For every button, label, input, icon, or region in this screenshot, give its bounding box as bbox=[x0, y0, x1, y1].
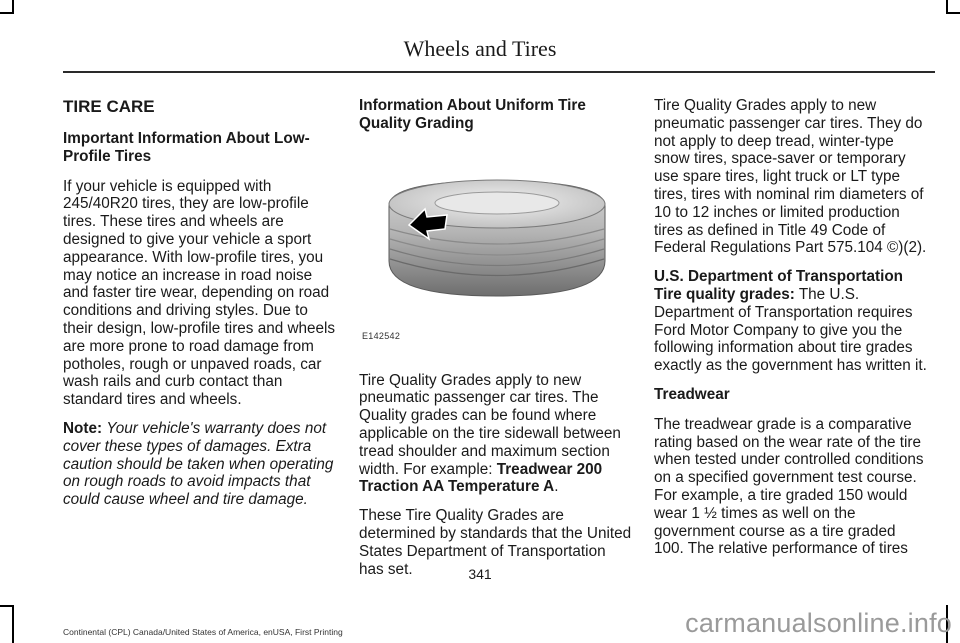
paragraph: If your vehicle is equipped with 245/40R20 tires, they are low-profile tires. These tires and wheels are designed to give your vehicle a sport appearance. With low-profile tires, you may notice an increase in road noise and faster tire wear, depending on road conditions and driving styles. Due to their design, low-profile tires and wheels are more prone to road damage from potholes, rough or unpaved roads, car wash rails and curb contact than standard tires and wheels. bbox=[63, 177, 336, 409]
figure-code: E142542 bbox=[362, 330, 401, 341]
column-3 bbox=[654, 97, 929, 569]
tire-icon bbox=[359, 161, 634, 346]
paragraph-text: The U.S. Department of Transportation requires Ford Motor Company to give you the following information about tire grades exactly as the government has written it. bbox=[654, 285, 927, 375]
paragraph-lead: U.S. Department of Transportation Tire quality grades: bbox=[654, 268, 904, 303]
column-1 bbox=[63, 97, 338, 520]
crop-mark bbox=[0, 605, 14, 607]
crop-mark bbox=[0, 12, 14, 14]
example-grade: Treadwear 200 Traction AA Temperature A bbox=[359, 460, 603, 496]
subsection-heading: Important Information About Low-Profile Tires bbox=[63, 130, 310, 165]
paragraph-end: . bbox=[554, 478, 559, 496]
watermark: carmanualsonline.info bbox=[685, 608, 952, 638]
note bbox=[63, 420, 338, 509]
crop-mark bbox=[946, 12, 960, 14]
paragraph bbox=[359, 372, 634, 497]
header-rule bbox=[63, 71, 935, 73]
section-heading: TIRE CARE bbox=[63, 97, 155, 116]
page-header-title: Wheels and Tires bbox=[403, 36, 557, 61]
note-label: Note: bbox=[63, 419, 103, 437]
crop-mark bbox=[12, 605, 14, 643]
paragraph bbox=[654, 268, 929, 375]
paragraph-text: Tire Quality Grades apply to new pneumatic passenger car tires. The Quality grades can be found where applicable on the tire sidewall between tread shoulder and maximum section width. For example: bbox=[359, 371, 621, 478]
paragraph: Tire Quality Grades apply to new pneumatic passenger car tires. They do not apply to deep tread, winter-type snow tires, space-saver or temporary use spare tires, light truck or LT type tires, tires with nominal rim diameters of 10 to 12 inches or limited production tires as defined in Title 49 Code of Federal Regulations Part 575.104 ©)(2). bbox=[654, 97, 927, 257]
page-number: 341 bbox=[468, 566, 492, 582]
paragraph: These Tire Quality Grades are determined by standards that the United States Department of Transportation has set. bbox=[359, 507, 632, 578]
footer-text: Continental (CPL) Canada/United States of America, enUSA, First Printing bbox=[63, 627, 343, 637]
column-2 bbox=[359, 97, 634, 589]
paragraph: The treadwear grade is a comparative rating based on the wear rate of the tire when tested under controlled conditions on a specified government test course. For example, a tire graded 150 would wear 1 ½ times as well on the government course as a tire graded 100. The relative performance of tires bbox=[654, 415, 924, 558]
note-text: Your vehicle's warranty does not cover these types of damages. Extra caution should be taken when operating on rough roads to avoid impacts that could cause wheel and tire damage. bbox=[63, 419, 334, 509]
subsection-heading: Treadwear bbox=[654, 385, 730, 403]
subsection-heading: Information About Uniform Tire Quality Grading bbox=[359, 97, 586, 132]
tire-illustration bbox=[359, 161, 634, 346]
